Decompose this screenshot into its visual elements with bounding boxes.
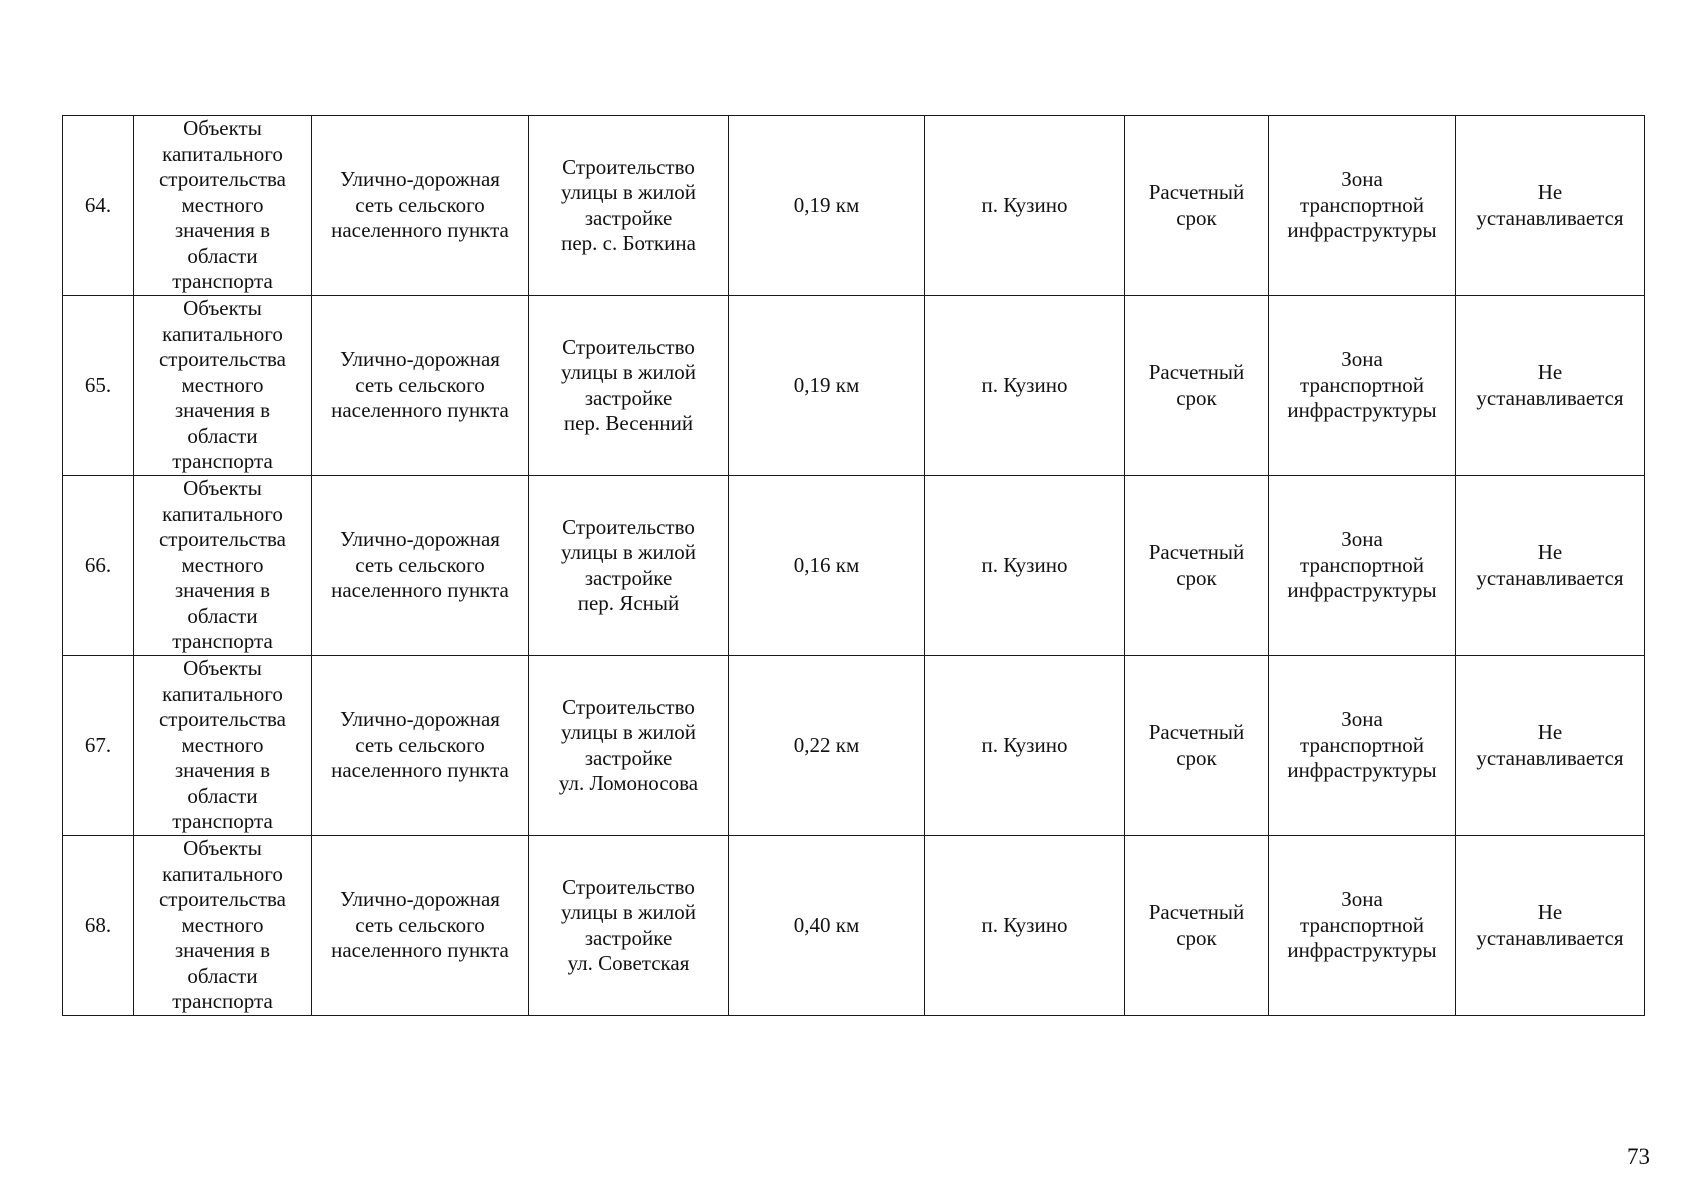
table-row (63, 116, 1645, 296)
location-cell: п. Кузино (925, 116, 1125, 296)
row-number-cell: 67. (63, 656, 134, 836)
zone-cell: Зона транспортной инфраструктуры (1269, 476, 1456, 656)
object-category-cell: Объекты капитального строительства местного значения в области транспорта (134, 296, 312, 476)
object-category-cell: Объекты капитального строительства местного значения в области транспорта (134, 116, 312, 296)
object-category-cell: Объекты капитального строительства местного значения в области транспорта (134, 476, 312, 656)
row-number-cell: 68. (63, 836, 134, 1016)
object-type-cell: Улично-дорожная сеть сельского населенного пункта (312, 656, 529, 836)
object-description-cell: Строительство улицы в жилой застройке пер. Весенний (529, 296, 729, 476)
object-type-cell: Улично-дорожная сеть сельского населенного пункта (312, 476, 529, 656)
restriction-cell: Не устанавливается (1456, 476, 1645, 656)
length-cell: 0,16 км (729, 476, 925, 656)
restriction-cell: Не устанавливается (1456, 656, 1645, 836)
term-cell: Расчетный срок (1125, 656, 1269, 836)
object-description-cell: Строительство улицы в жилой застройке пер. с. Боткина (529, 116, 729, 296)
table-row (63, 296, 1645, 476)
page-number: 73 (1627, 1144, 1650, 1169)
object-description-cell: Строительство улицы в жилой застройке ул. Советская (529, 836, 729, 1016)
zone-cell: Зона транспортной инфраструктуры (1269, 116, 1456, 296)
object-type-cell: Улично-дорожная сеть сельского населенного пункта (312, 116, 529, 296)
row-number-cell: 65. (63, 296, 134, 476)
length-cell: 0,19 км (729, 296, 925, 476)
restriction-cell: Не устанавливается (1456, 296, 1645, 476)
object-description-cell: Строительство улицы в жилой застройке ул. Ломоносова (529, 656, 729, 836)
restriction-cell: Не устанавливается (1456, 836, 1645, 1016)
location-cell: п. Кузино (925, 296, 1125, 476)
row-number-cell: 66. (63, 476, 134, 656)
length-cell: 0,19 км (729, 116, 925, 296)
table-row (63, 476, 1645, 656)
object-category-cell: Объекты капитального строительства местного значения в области транспорта (134, 656, 312, 836)
zone-cell: Зона транспортной инфраструктуры (1269, 836, 1456, 1016)
table-row (63, 836, 1645, 1016)
location-cell: п. Кузино (925, 656, 1125, 836)
row-number-cell: 64. (63, 116, 134, 296)
object-category-cell: Объекты капитального строительства местного значения в области транспорта (134, 836, 312, 1016)
table-row (63, 656, 1645, 836)
term-cell: Расчетный срок (1125, 836, 1269, 1016)
object-type-cell: Улично-дорожная сеть сельского населенного пункта (312, 296, 529, 476)
zone-cell: Зона транспортной инфраструктуры (1269, 296, 1456, 476)
object-description-cell: Строительство улицы в жилой застройке пер. Ясный (529, 476, 729, 656)
length-cell: 0,40 км (729, 836, 925, 1016)
length-cell: 0,22 км (729, 656, 925, 836)
term-cell: Расчетный срок (1125, 116, 1269, 296)
location-cell: п. Кузино (925, 476, 1125, 656)
zone-cell: Зона транспортной инфраструктуры (1269, 656, 1456, 836)
location-cell: п. Кузино (925, 836, 1125, 1016)
term-cell: Расчетный срок (1125, 296, 1269, 476)
term-cell: Расчетный срок (1125, 476, 1269, 656)
object-type-cell: Улично-дорожная сеть сельского населенного пункта (312, 836, 529, 1016)
objects-table (62, 115, 1645, 1016)
restriction-cell: Не устанавливается (1456, 116, 1645, 296)
